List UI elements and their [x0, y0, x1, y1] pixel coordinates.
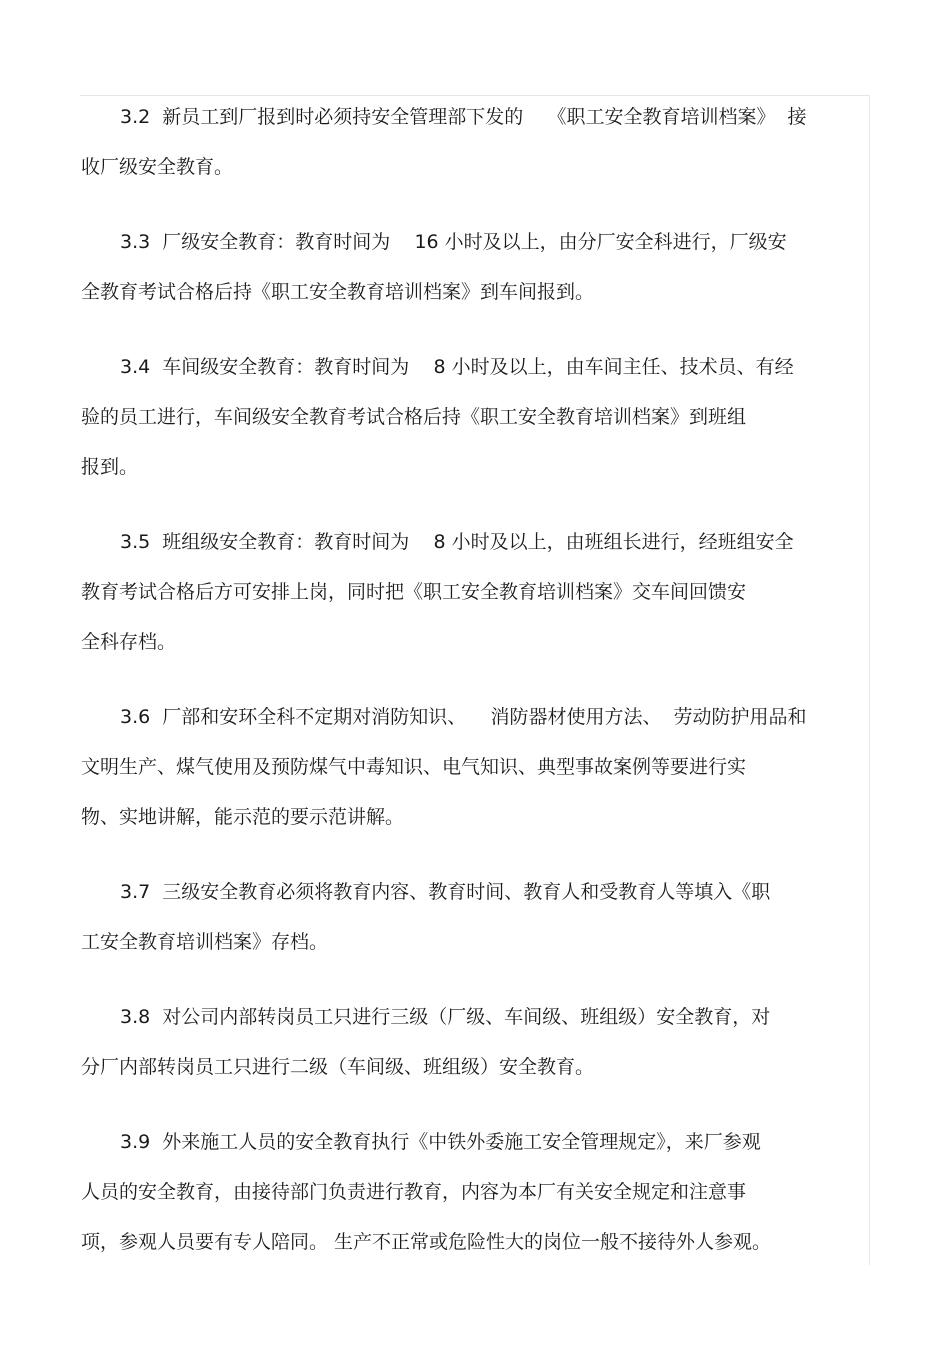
paragraph-3-5-line-2: 教育考试合格后方可安排上岗，同时把《职工安全教育培训档案》交车间回馈安 — [81, 581, 747, 603]
paragraph-3-3-line-1: 3.3 厂级安全教育：教育时间为 16 小时及以上，由分厂安全科进行，厂级安 — [120, 231, 787, 253]
paragraph-3-7-line-1: 3.7 三级安全教育必须将教育内容、教育时间、教育人和受教育人等填入《职 — [120, 881, 771, 903]
paragraph-3-8-line-1: 3.8 对公司内部转岗员工只进行三级（厂级、车间级、班组级）安全教育，对 — [120, 1006, 771, 1028]
paragraph-3-4-line-3: 报到。 — [81, 456, 139, 478]
paragraph-3-2-line-2: 收厂级安全教育。 — [81, 156, 234, 178]
paragraph-3-9-line-3: 项，参观人员要有专人陪同。 生产不正常或危险性大的岗位一般不接待外人参观。 — [81, 1231, 772, 1253]
paragraph-3-8-line-2: 分厂内部转岗员工只进行二级（车间级、班组级）安全教育。 — [81, 1056, 595, 1078]
paragraph-3-9-line-1: 3.9 外来施工人员的安全教育执行《中铁外委施工安全管理规定》，来厂参观 — [120, 1131, 761, 1153]
paragraph-3-6-line-1: 3.6 厂部和安环全科不定期对消防知识、 消防器材使用方法、 劳动防护用品和 — [120, 706, 807, 728]
paragraph-3-9-line-2: 人员的安全教育，由接待部门负责进行教育，内容为本厂有关安全规定和注意事 — [81, 1181, 747, 1203]
paragraph-3-4-line-2: 验的员工进行，车间级安全教育考试合格后持《职工安全教育培训档案》到班组 — [81, 406, 747, 428]
paragraph-3-7-line-2: 工安全教育培训档案》存档。 — [81, 931, 329, 953]
paragraph-3-2-line-1: 3.2 新员工到厂报到时必须持安全管理部下发的 《职工安全教育培训档案》 接 — [120, 106, 807, 128]
paragraph-3-4-line-1: 3.4 车间级安全教育：教育时间为 8 小时及以上，由车间主任、技术员、有经 — [120, 356, 794, 378]
page-frame — [80, 95, 870, 1265]
paragraph-3-6-line-2: 文明生产、煤气使用及预防煤气中毒知识、电气知识、典型事故案例等要进行实 — [81, 756, 747, 778]
paragraph-3-6-line-3: 物、实地讲解，能示范的要示范讲解。 — [81, 806, 405, 828]
paragraph-3-5-line-3: 全科存档。 — [81, 631, 177, 653]
paragraph-3-5-line-1: 3.5 班组级安全教育：教育时间为 8 小时及以上，由班组长进行，经班组安全 — [120, 531, 794, 553]
paragraph-3-3-line-2: 全教育考试合格后持《职工安全教育培训档案》到车间报到。 — [81, 281, 595, 303]
